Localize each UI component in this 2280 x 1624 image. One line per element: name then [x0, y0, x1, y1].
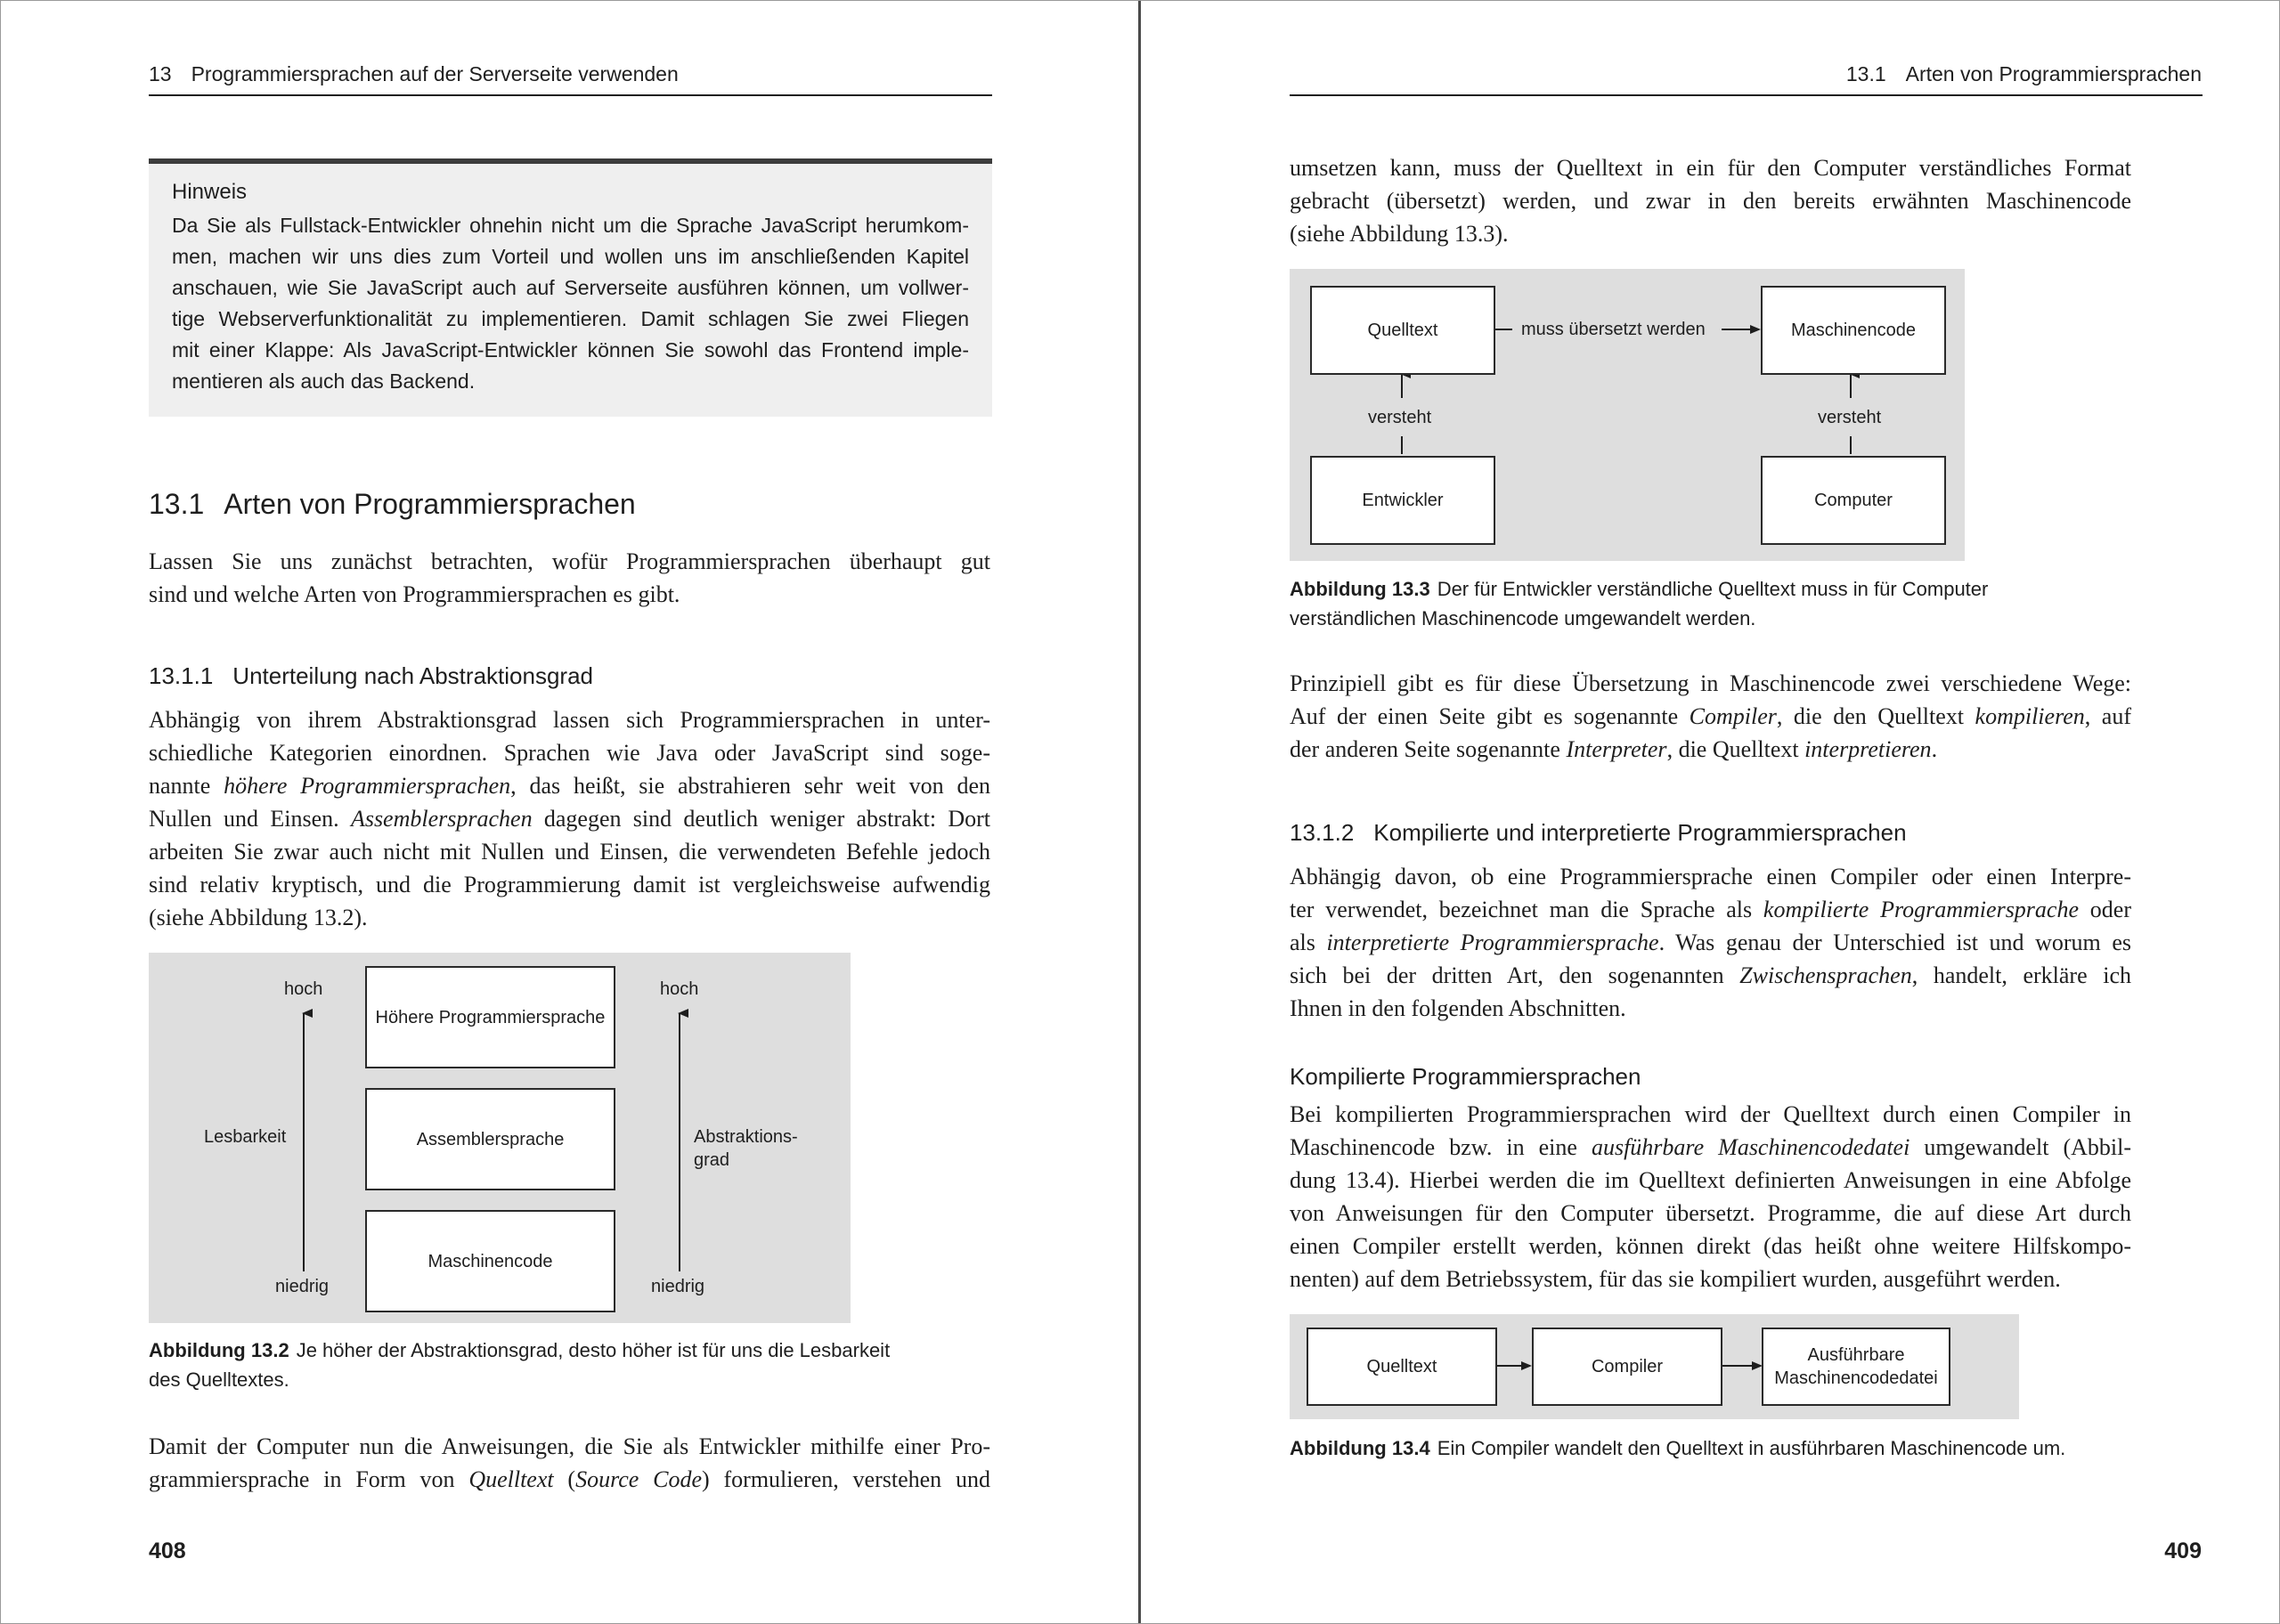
- caption-label: Abbildung 13.3: [1290, 578, 1430, 600]
- text-run: umgewandelt (Abbil-: [1910, 1134, 2131, 1160]
- text-run: Abhängig davon, ob eine Programmiersprache einen Compiler oder einen Interpre-: [1290, 864, 2131, 889]
- text-run: dagegen sind deutlich weniger abstrakt: Dort: [532, 806, 991, 832]
- translate-arrow-label: muss übersetzt werden: [1521, 320, 1706, 339]
- text-line: [149, 868, 990, 901]
- text-line: [1290, 893, 2131, 926]
- chapter-number: 13: [149, 62, 172, 85]
- text-line: gebracht (übersetzt) werden, und zwar in den bereits erwähnten Maschinencode: [1290, 188, 2131, 214]
- text-run: ) formulieren, verstehen und: [702, 1466, 990, 1492]
- figure-caption: [1290, 574, 2203, 633]
- section-number: 13.1: [1845, 62, 1886, 85]
- subsection-heading: [1290, 819, 1907, 847]
- caption-label: Abbildung 13.4: [1290, 1437, 1430, 1459]
- text-line: [1290, 1230, 2131, 1263]
- text-line: umsetzen kann, muss der Quelltext in ein für den Computer verständliches Format: [1290, 155, 2131, 181]
- text-line: [1290, 860, 2131, 893]
- header-rule: [149, 94, 992, 96]
- versteht-label-right: versteht: [1818, 408, 1882, 427]
- text-line: [149, 703, 990, 736]
- abstraction-low-label: niedrig: [651, 1277, 705, 1296]
- box-maschinencode: Maschinencode: [1761, 286, 1946, 375]
- text-run: sich bei der dritten Art, den sogenannten: [1290, 962, 1740, 988]
- text-run: dung 13.4). Hierbei werden die im Quelltext definierten Anweisungen in eine Abfolge: [1290, 1167, 2131, 1193]
- subheading-kompilierte: Kompilierte Programmiersprachen: [1290, 1063, 1641, 1090]
- text-run: , die den Quelltext: [1776, 703, 1975, 729]
- emphasis-text: Assemblersprachen: [350, 806, 533, 832]
- subsection-title: Kompilierte und interpretierte Programmiersprachen: [1373, 819, 1907, 846]
- text-line: [149, 901, 990, 934]
- emphasis-text: Quelltext: [468, 1466, 554, 1492]
- text-run: oder: [2079, 897, 2131, 922]
- header-rule: [1290, 94, 2203, 96]
- text-line: [1290, 1263, 2131, 1295]
- paragraph-abstraction: [149, 703, 990, 934]
- text-run: Damit der Computer nun die Anweisungen, die Sie als Entwickler mithilfe einer Pro-: [149, 1433, 990, 1459]
- left-page: [0, 0, 1139, 1624]
- readability-label: Lesbarkeit: [204, 1127, 287, 1147]
- emphasis-text: interpretieren: [1804, 736, 1932, 762]
- caption-label: Abbildung 13.2: [149, 1339, 289, 1361]
- subsection-heading: [149, 662, 593, 690]
- text-run: Maschinencode bzw. in eine: [1290, 1134, 1592, 1160]
- text-run: nenten) auf dem Betriebssystem, für das sie kompiliert wurden, ausgeführt werden.: [1290, 1266, 2061, 1292]
- text-line: [149, 769, 990, 802]
- text-run: . Was genau der Unterschied ist und worum es: [1658, 930, 2131, 955]
- emphasis-text: interpretierte Programmiersprache: [1326, 930, 1659, 955]
- text-line: [1290, 1098, 2131, 1131]
- intro-paragraph: [149, 545, 990, 611]
- emphasis-text: höhere Programmiersprachen: [224, 773, 511, 799]
- text-line: [1290, 667, 2131, 700]
- text-line: [1290, 1164, 2131, 1197]
- text-line: [1290, 733, 2131, 766]
- box-quelltext: Quelltext: [1310, 286, 1495, 375]
- text-run: (: [553, 1466, 576, 1492]
- text-line: (siehe Abbildung 13.3).: [1290, 221, 1509, 247]
- box-ausfuehrbare-maschinencodedatei: [1762, 1328, 1950, 1406]
- hint-line: Da Sie als Fullstack-Entwickler ohnehin nicht um die Sprache JavaScript herumkom-: [172, 214, 969, 237]
- text-run: grammiersprache in Form von: [149, 1466, 469, 1492]
- text-line: [1290, 959, 2131, 992]
- figure-caption: [1290, 1433, 2203, 1463]
- text-run: Ihnen in den folgenden Abschnitten.: [1290, 995, 1626, 1021]
- emphasis-text: ausführbare Maschinencodedatei: [1591, 1134, 1910, 1160]
- section-number: 13.1: [149, 488, 205, 520]
- hint-line: tige Webserverfunktionalität zu implementieren. Damit schlagen Sie zwei Fliegen: [172, 307, 969, 330]
- output-label-line1: Ausführbare: [1807, 1345, 1905, 1365]
- abstraction-high-label: hoch: [660, 979, 699, 999]
- text-run: , die Quelltext: [1666, 736, 1805, 762]
- text-run: von Anweisungen für den Computer übersetzt. Programme, die auf diese Art durch: [1290, 1200, 2131, 1226]
- text-line: Lassen Sie uns zunächst betrachten, wofür Programmiersprachen überhaupt gut: [149, 548, 990, 574]
- paragraph-kompiliert-interpretiert: [1290, 860, 2131, 1025]
- caption-text: Je höher der Abstraktionsgrad, desto höher ist für uns die Lesbarkeit: [296, 1339, 891, 1361]
- page-number: 409: [2164, 1539, 2202, 1563]
- caption-text: Ein Compiler wandelt den Quelltext in ausführbaren Maschinencode um.: [1437, 1437, 2066, 1459]
- text-line: [149, 1430, 990, 1463]
- text-line: [149, 736, 990, 769]
- text-run: schiedliche Kategorien einordnen. Sprachen wie Java oder JavaScript sind soge-: [149, 740, 990, 766]
- caption-text: verständlichen Maschinencode umgewandelt werden.: [1290, 607, 1756, 629]
- caption-text: des Quelltextes.: [149, 1368, 289, 1391]
- text-run: , das heißt, sie abstrahieren sehr weit von den: [510, 773, 990, 799]
- text-line: [1290, 700, 2131, 733]
- hint-line: anschauen, wie Sie JavaScript auch auf Serverseite ausführen können, um vollwer-: [172, 276, 969, 299]
- emphasis-text: Zwischensprachen: [1739, 962, 1912, 988]
- paragraph-continued: [1290, 151, 2131, 250]
- box-hoehere-programmiersprache: Höhere Programmiersprache: [365, 966, 615, 1068]
- text-line: sind und welche Arten von Programmiersprachen es gibt.: [149, 581, 680, 607]
- text-line: [1290, 1197, 2131, 1230]
- emphasis-text: Compiler: [1689, 703, 1777, 729]
- abstraction-label-line2: grad: [694, 1150, 730, 1170]
- box-computer: Computer: [1761, 456, 1946, 545]
- text-run: Bei kompilierten Programmiersprachen wird der Quelltext durch einen Compiler in: [1290, 1101, 2131, 1127]
- hint-title: Hinweis: [172, 180, 248, 204]
- text-run: .: [1931, 736, 1938, 762]
- text-run: einen Compiler erstellt werden, können direkt (das heißt ohne weitere Hilfskompo-: [1290, 1233, 2131, 1259]
- paragraph-compiler-interpreter: [1290, 667, 2131, 766]
- emphasis-text: kompilierte Programmiersprache: [1763, 897, 2080, 922]
- hint-box: [149, 158, 992, 417]
- subsection-title: Unterteilung nach Abstraktionsgrad: [232, 662, 593, 689]
- chapter-title: Programmiersprachen auf der Serverseite verwenden: [191, 62, 679, 85]
- abstraction-label-line1: Abstraktions-: [694, 1127, 798, 1147]
- text-run: der anderen Seite sogenannte: [1290, 736, 1567, 762]
- subsection-number: 13.1.2: [1290, 819, 1355, 846]
- text-line: [1290, 992, 2131, 1025]
- text-run: , handelt, erkläre ich: [1911, 962, 2131, 988]
- section-heading: [149, 488, 636, 521]
- text-line: [149, 802, 990, 835]
- box-maschinencode: Maschinencode: [365, 1210, 615, 1312]
- box-assemblersprache: Assemblersprache: [365, 1088, 615, 1190]
- paragraph-kompilierte: [1290, 1098, 2131, 1295]
- text-run: Abhängig von ihrem Abstraktionsgrad lassen sich Programmiersprachen in unter-: [149, 707, 990, 733]
- readability-high-label: hoch: [284, 979, 323, 999]
- text-run: Auf der einen Seite gibt es sogenannte: [1290, 703, 1690, 729]
- right-page: [1141, 0, 2280, 1624]
- text-run: Prinzipiell gibt es für diese Übersetzung in Maschinencode zwei verschiedene Wege:: [1290, 670, 2131, 696]
- text-run: sind relativ kryptisch, und die Programmierung damit ist vergleichsweise aufwendig: [149, 872, 990, 897]
- hint-body: [172, 210, 969, 397]
- figure-13-4: [1290, 1314, 2019, 1419]
- emphasis-text: Source Code: [575, 1466, 703, 1492]
- caption-text: Der für Entwickler verständliche Quelltext muss in für Computer: [1437, 578, 1989, 600]
- paragraph-quelltext: [149, 1430, 990, 1496]
- hint-line: mentieren als auch das Backend.: [172, 369, 476, 393]
- figure-13-2: [149, 953, 851, 1323]
- figure-caption: [149, 1336, 990, 1394]
- text-run: arbeiten Sie zwar auch nicht mit Nullen und Einsen, die verwendeten Befehle jedoch: [149, 839, 990, 865]
- text-line: [149, 835, 990, 868]
- text-run: als: [1290, 930, 1327, 955]
- text-run: nannte: [149, 773, 224, 799]
- figure-13-3: [1290, 269, 1965, 561]
- box-quelltext: Quelltext: [1307, 1328, 1497, 1406]
- emphasis-text: kompilieren: [1975, 703, 2085, 729]
- box-entwickler: Entwickler: [1310, 456, 1495, 545]
- emphasis-text: Interpreter: [1566, 736, 1667, 762]
- page-number: 408: [149, 1539, 186, 1563]
- running-head: [149, 62, 679, 86]
- text-line: [1290, 926, 2131, 959]
- text-run: ter verwendet, bezeichnet man die Sprache als: [1290, 897, 1763, 922]
- output-label-line2: Maschinencodedatei: [1774, 1368, 1938, 1388]
- text-run: (siehe Abbildung 13.2).: [149, 905, 368, 930]
- box-compiler: Compiler: [1532, 1328, 1722, 1406]
- versteht-label-left: versteht: [1368, 408, 1432, 427]
- text-line: [149, 1463, 990, 1496]
- subsection-number: 13.1.1: [149, 662, 214, 689]
- text-run: Nullen und Einsen.: [149, 806, 351, 832]
- text-line: [1290, 1131, 2131, 1164]
- text-run: , auf: [2084, 703, 2132, 729]
- running-head: [1846, 62, 2202, 86]
- readability-low-label: niedrig: [275, 1277, 330, 1296]
- hint-line: mit einer Klappe: Als JavaScript-Entwickler können Sie sowohl das Frontend imple-: [172, 338, 969, 361]
- section-title: Arten von Programmiersprachen: [1905, 62, 2202, 85]
- hint-line: men, machen wir uns dies zum Vorteil und wollen uns im anschließenden Kapitel: [172, 245, 969, 268]
- section-title: Arten von Programmiersprachen: [224, 488, 636, 520]
